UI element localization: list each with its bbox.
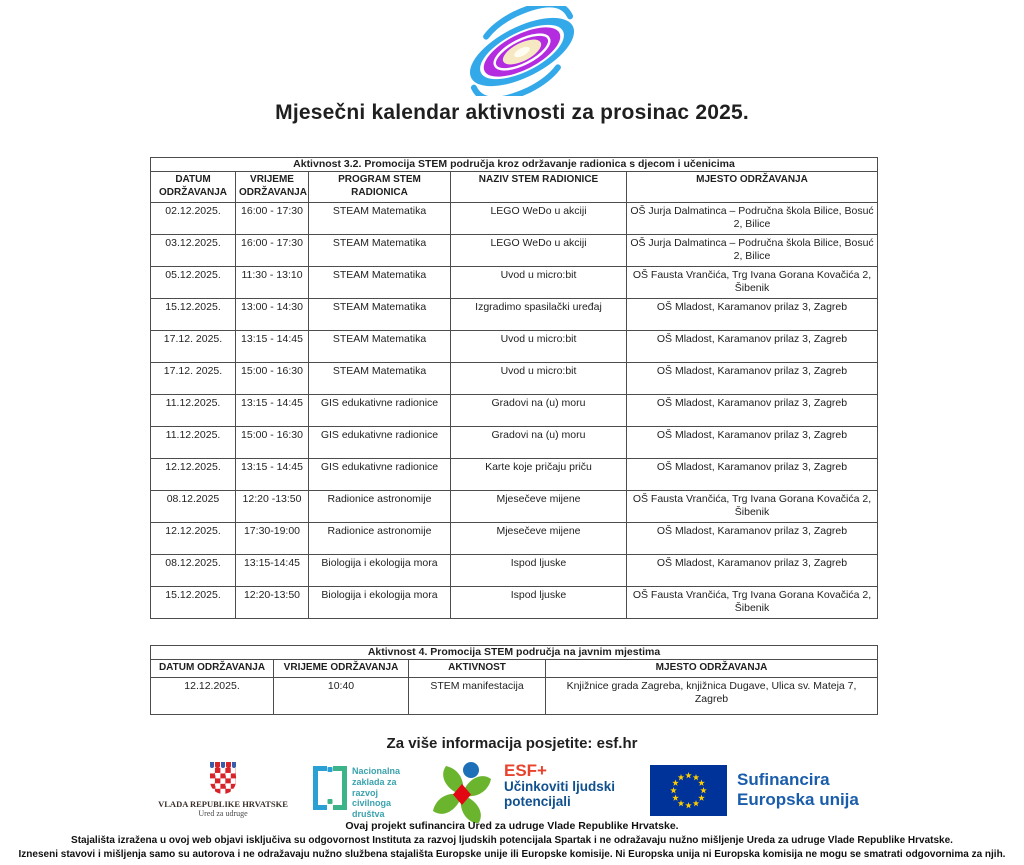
column-header: NAZIV STEM RADIONICE (451, 172, 627, 203)
table-cell: Uvod u micro:bit (451, 331, 627, 363)
column-header: VRIJEME ODRŽAVANJA (236, 172, 309, 203)
table-cell: 12.12.2025. (151, 459, 236, 491)
disclaimer-line-3: Izneseni stavovi i mišljenja samo su autorova i ne odražavaju nužno službena stajališta Europske unije ili Europske komisije. Ni Europska unija ni Europska komisija ne mogu se smatrati odgovornima za njih. (18, 849, 1006, 860)
table-cell: OŠ Jurja Dalmatinca – Područna škola Bilice, Bosuć 2, Bilice (627, 235, 878, 267)
croatian-crown-icon (150, 762, 296, 768)
table-cell: 12:20 -13:50 (236, 491, 309, 523)
table-row (151, 395, 878, 427)
table-cell: STEAM Matematika (309, 363, 451, 395)
table-cell: Uvod u micro:bit (451, 363, 627, 395)
table-cell: 12.12.2025. (151, 523, 236, 555)
table-cell: 15.12.2025. (151, 299, 236, 331)
table-cell: GIS edukativne radionice (309, 459, 451, 491)
table-cell: 15.12.2025. (151, 587, 236, 619)
table-cell: Biologija i ekologija mora (309, 587, 451, 619)
table-cell: 17.12. 2025. (151, 363, 236, 395)
esf-pinwheel-icon (430, 761, 498, 823)
table-cell: Gradovi na (u) moru (451, 427, 627, 459)
table-row (151, 427, 878, 459)
table-cell: GIS edukativne radionice (309, 427, 451, 459)
table-cell: OŠ Mladost, Karamanov prilaz 3, Zagreb (627, 299, 878, 331)
table-row (151, 459, 878, 491)
table-row (151, 555, 878, 587)
table-title: Aktivnost 4. Promocija STEM područja na javnim mjestima (151, 646, 878, 660)
table-cell: 13:00 - 14:30 (236, 299, 309, 331)
table-row (151, 235, 878, 267)
table-cell: Uvod u micro:bit (451, 267, 627, 299)
ured-za-udruge-label: Ured za udruge (198, 809, 248, 818)
zaklada-label (352, 766, 432, 820)
table-cell: OŠ Mladost, Karamanov prilaz 3, Zagreb (627, 427, 878, 459)
table-cell: 11.12.2025. (151, 427, 236, 459)
table-cell: STEAM Matematika (309, 299, 451, 331)
info-line: Za više informacija posjetite: esf.hr (386, 735, 638, 752)
table-row (151, 363, 878, 395)
table-cell: 15:00 - 16:30 (236, 363, 309, 395)
table-cell: 13:15-14:45 (236, 555, 309, 587)
table-cell: STEM manifestacija (409, 677, 546, 714)
table-row (151, 491, 878, 523)
table-cell: Biologija i ekologija mora (309, 555, 451, 587)
table-cell: 11:30 - 13:10 (236, 267, 309, 299)
table-row (151, 331, 878, 363)
table-cell: 13:15 - 14:45 (236, 459, 309, 491)
table-cell: Ispod ljuske (451, 555, 627, 587)
column-header: VRIJEME ODRŽAVANJA (274, 660, 409, 678)
activity-table-3-2 (150, 157, 878, 619)
table-cell: LEGO WeDo u akciji (451, 235, 627, 267)
column-header: PROGRAM STEM RADIONICA (309, 172, 451, 203)
zaklada-line: društva (352, 809, 385, 820)
column-header: MJESTO ODRŽAVANJA (627, 172, 878, 203)
vlada-rh-logo (150, 762, 296, 818)
table-row (151, 203, 878, 235)
table-cell: 08.12.2025. (151, 555, 236, 587)
table-cell: Mjesečeve mijene (451, 523, 627, 555)
zaklada-brackets-icon (313, 766, 347, 810)
table-cell: Ispod ljuske (451, 587, 627, 619)
table-cell: OŠ Mladost, Karamanov prilaz 3, Zagreb (627, 459, 878, 491)
table-row (151, 677, 878, 714)
table-cell: STEAM Matematika (309, 267, 451, 299)
table-cell: 12.12.2025. (151, 677, 274, 714)
eu-flag-icon (650, 765, 727, 816)
table-cell: Knjižnice grada Zagreba, knjižnica Dugave, Ulica sv. Mateja 7, Zagreb (546, 677, 878, 714)
table-cell: 08.12.2025 (151, 491, 236, 523)
galaxy-logo-icon (447, 6, 597, 96)
table-row (151, 299, 878, 331)
zaklada-line: zaklada za (352, 776, 397, 787)
activity-table-4 (150, 645, 878, 715)
disclaimer-line-1: Ovaj projekt sufinancira Ured za udruge Vlade Republike Hrvatske. (345, 820, 679, 832)
table-cell: STEAM Matematika (309, 331, 451, 363)
zaklada-line: razvoj (352, 787, 379, 798)
table-cell: OŠ Fausta Vrančića, Trg Ivana Gorana Kovačića 2, Šibenik (627, 267, 878, 299)
table-cell: GIS edukativne radionice (309, 395, 451, 427)
table-cell: OŠ Fausta Vrančića, Trg Ivana Gorana Kovačića 2, Šibenik (627, 587, 878, 619)
table-cell: 10:40 (274, 677, 409, 714)
table-cell: LEGO WeDo u akciji (451, 203, 627, 235)
table-cell: OŠ Mladost, Karamanov prilaz 3, Zagreb (627, 395, 878, 427)
table-cell: 17.12. 2025. (151, 331, 236, 363)
table-cell: OŠ Mladost, Karamanov prilaz 3, Zagreb (627, 363, 878, 395)
vlada-label: VLADA REPUBLIKE HRVATSKE (158, 799, 288, 809)
eu-line2: Europska unija (737, 790, 859, 810)
table-cell: 02.12.2025. (151, 203, 236, 235)
table-cell: 12:20-13:50 (236, 587, 309, 619)
esf-plus-label: ESF+ (504, 761, 547, 780)
esf-label (504, 762, 654, 810)
table-title: Aktivnost 3.2. Promocija STEM područja kroz održavanje radionica s djecom i učenicima (151, 158, 878, 172)
table-row (151, 587, 878, 619)
table-row (151, 523, 878, 555)
table-cell: Izgradimo spasilački uređaj (451, 299, 627, 331)
esf-subtitle-line1: Učinkoviti ljudski (504, 778, 616, 794)
table-cell: OŠ Mladost, Karamanov prilaz 3, Zagreb (627, 523, 878, 555)
zaklada-line: civilnoga (352, 798, 392, 809)
esf-subtitle-line2: potencijali (504, 793, 571, 809)
eu-cofinance-label (737, 770, 907, 810)
table-cell: STEAM Matematika (309, 235, 451, 267)
table-cell: 13:15 - 14:45 (236, 331, 309, 363)
table-cell: OŠ Jurja Dalmatinca – Područna škola Bilice, Bosuć 2, Bilice (627, 203, 878, 235)
croatian-coat-of-arms-icon (210, 768, 236, 794)
table-cell: OŠ Fausta Vrančića, Trg Ivana Gorana Kovačića 2, Šibenik (627, 491, 878, 523)
column-header: MJESTO ODRŽAVANJA (546, 660, 878, 678)
table-cell: Radionice astronomije (309, 523, 451, 555)
table-cell: Radionice astronomije (309, 491, 451, 523)
table-cell: Mjesečeve mijene (451, 491, 627, 523)
table-cell: OŠ Mladost, Karamanov prilaz 3, Zagreb (627, 331, 878, 363)
column-header: DATUM ODRŽAVANJA (151, 172, 236, 203)
column-header: DATUM ODRŽAVANJA (151, 660, 274, 678)
table-cell: 16:00 - 17:30 (236, 235, 309, 267)
zaklada-line: Nacionalna (352, 766, 401, 776)
table-cell: 15:00 - 16:30 (236, 427, 309, 459)
table-cell: Karte koje pričaju priču (451, 459, 627, 491)
table-cell: 03.12.2025. (151, 235, 236, 267)
table-row (151, 267, 878, 299)
table-cell: 13:15 - 14:45 (236, 395, 309, 427)
table-cell: OŠ Mladost, Karamanov prilaz 3, Zagreb (627, 555, 878, 587)
table-cell: 17:30-19:00 (236, 523, 309, 555)
table-cell: 11.12.2025. (151, 395, 236, 427)
table-cell: 16:00 - 17:30 (236, 203, 309, 235)
table-cell: 05.12.2025. (151, 267, 236, 299)
disclaimer-line-2: Stajališta izražena u ovoj web objavi isključiva su odgovornost Instituta za razvoj ljudskih potencijala Spartak i ne odražavaju nužno mišljenje Ureda za udruge Vlade Republike Hrvatske. (71, 835, 953, 846)
eu-line1: Sufinancira (737, 770, 830, 789)
table-cell: Gradovi na (u) moru (451, 395, 627, 427)
page-title: Mjesečni kalendar aktivnosti za prosinac 2025. (275, 101, 749, 124)
column-header: AKTIVNOST (409, 660, 546, 678)
table-cell: STEAM Matematika (309, 203, 451, 235)
